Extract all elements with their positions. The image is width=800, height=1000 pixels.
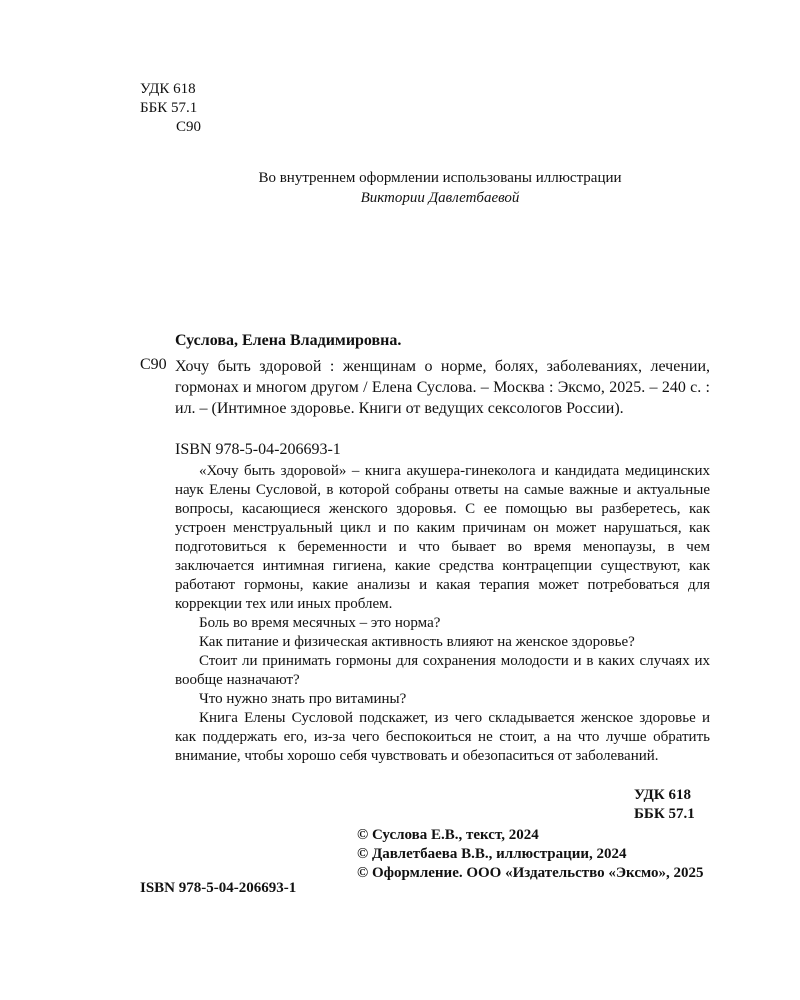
record-isbn: ISBN 978-5-04-206693-1 bbox=[175, 441, 341, 458]
annotation-paragraph: «Хочу быть здоровой» – книга акушера-гинеколога и кандидата медицинских наук Елены Сусловой, в которой собраны ответы на самые важные и актуальные вопросы, касающиеся женского здоровья. С ее помощью вы разберетесь, как устроен менструальный цикл и по каким причинам он может нарушаться, как подготовиться к беременности и что бывает во время менопаузы, в чем заключается интимная гигиена, какие средства контрацепции существуют, как работают гормоны, какие анализы и какая терапия может потребоваться для коррекции тех или иных проблем. bbox=[175, 463, 710, 612]
copyright-line: © Суслова Е.В., текст, 2024 bbox=[357, 827, 539, 843]
udk-code: УДК 618 bbox=[140, 81, 196, 97]
annotation bbox=[175, 462, 710, 766]
bottom-bbk: ББК 57.1 bbox=[634, 806, 695, 822]
annotation-paragraph: Стоит ли принимать гормоны для сохранения молодости и в каких случаях их вообще назначают? bbox=[175, 653, 710, 688]
illustration-credit bbox=[140, 168, 740, 208]
bottom-udk: УДК 618 bbox=[634, 787, 691, 803]
copyright-line: © Давлетбаева В.В., иллюстрации, 2024 bbox=[357, 846, 627, 862]
bibliographic-description: Хочу быть здоровой : женщинам о норме, болях, заболеваниях, лечении, гормонах и многом другом / Елена Суслова. – Москва : Эксмо, 2025. – 240 с. : ил. – (Интимное здоровье. Книги от ведущих сексологов России). bbox=[175, 358, 710, 417]
footer-isbn: ISBN 978-5-04-206693-1 bbox=[140, 880, 297, 896]
credit-line: Во внутреннем оформлении использованы иллюстрации bbox=[258, 170, 622, 186]
record-author: Суслова, Елена Владимировна. bbox=[175, 332, 402, 349]
annotation-paragraph: Книга Елены Сусловой подскажет, из чего складывается женское здоровье и как поддержать его, из-за чего беспокоиться не стоит, а на что лучше обратить внимание, чтобы хорошо себя чувствовать и обезопаситься от заболеваний. bbox=[175, 710, 710, 764]
copyright-line: © Оформление. ООО «Издательство «Эксмо», 2025 bbox=[357, 865, 704, 881]
classification-codes bbox=[140, 80, 201, 137]
author-mark: С90 bbox=[176, 119, 202, 135]
copyright-block bbox=[357, 826, 717, 883]
bbk-code: ББК 57.1 bbox=[140, 100, 198, 116]
illustrator-name: Виктории Давлетбаевой bbox=[360, 190, 520, 206]
annotation-paragraph: Боль во время месячных – это норма? bbox=[199, 615, 441, 631]
annotation-paragraph: Что нужно знать про витамины? bbox=[199, 691, 407, 707]
record-mark: С90 bbox=[140, 356, 167, 373]
annotation-paragraph: Как питание и физическая активность влияют на женское здоровье? bbox=[199, 634, 635, 650]
bottom-classification bbox=[560, 786, 706, 824]
